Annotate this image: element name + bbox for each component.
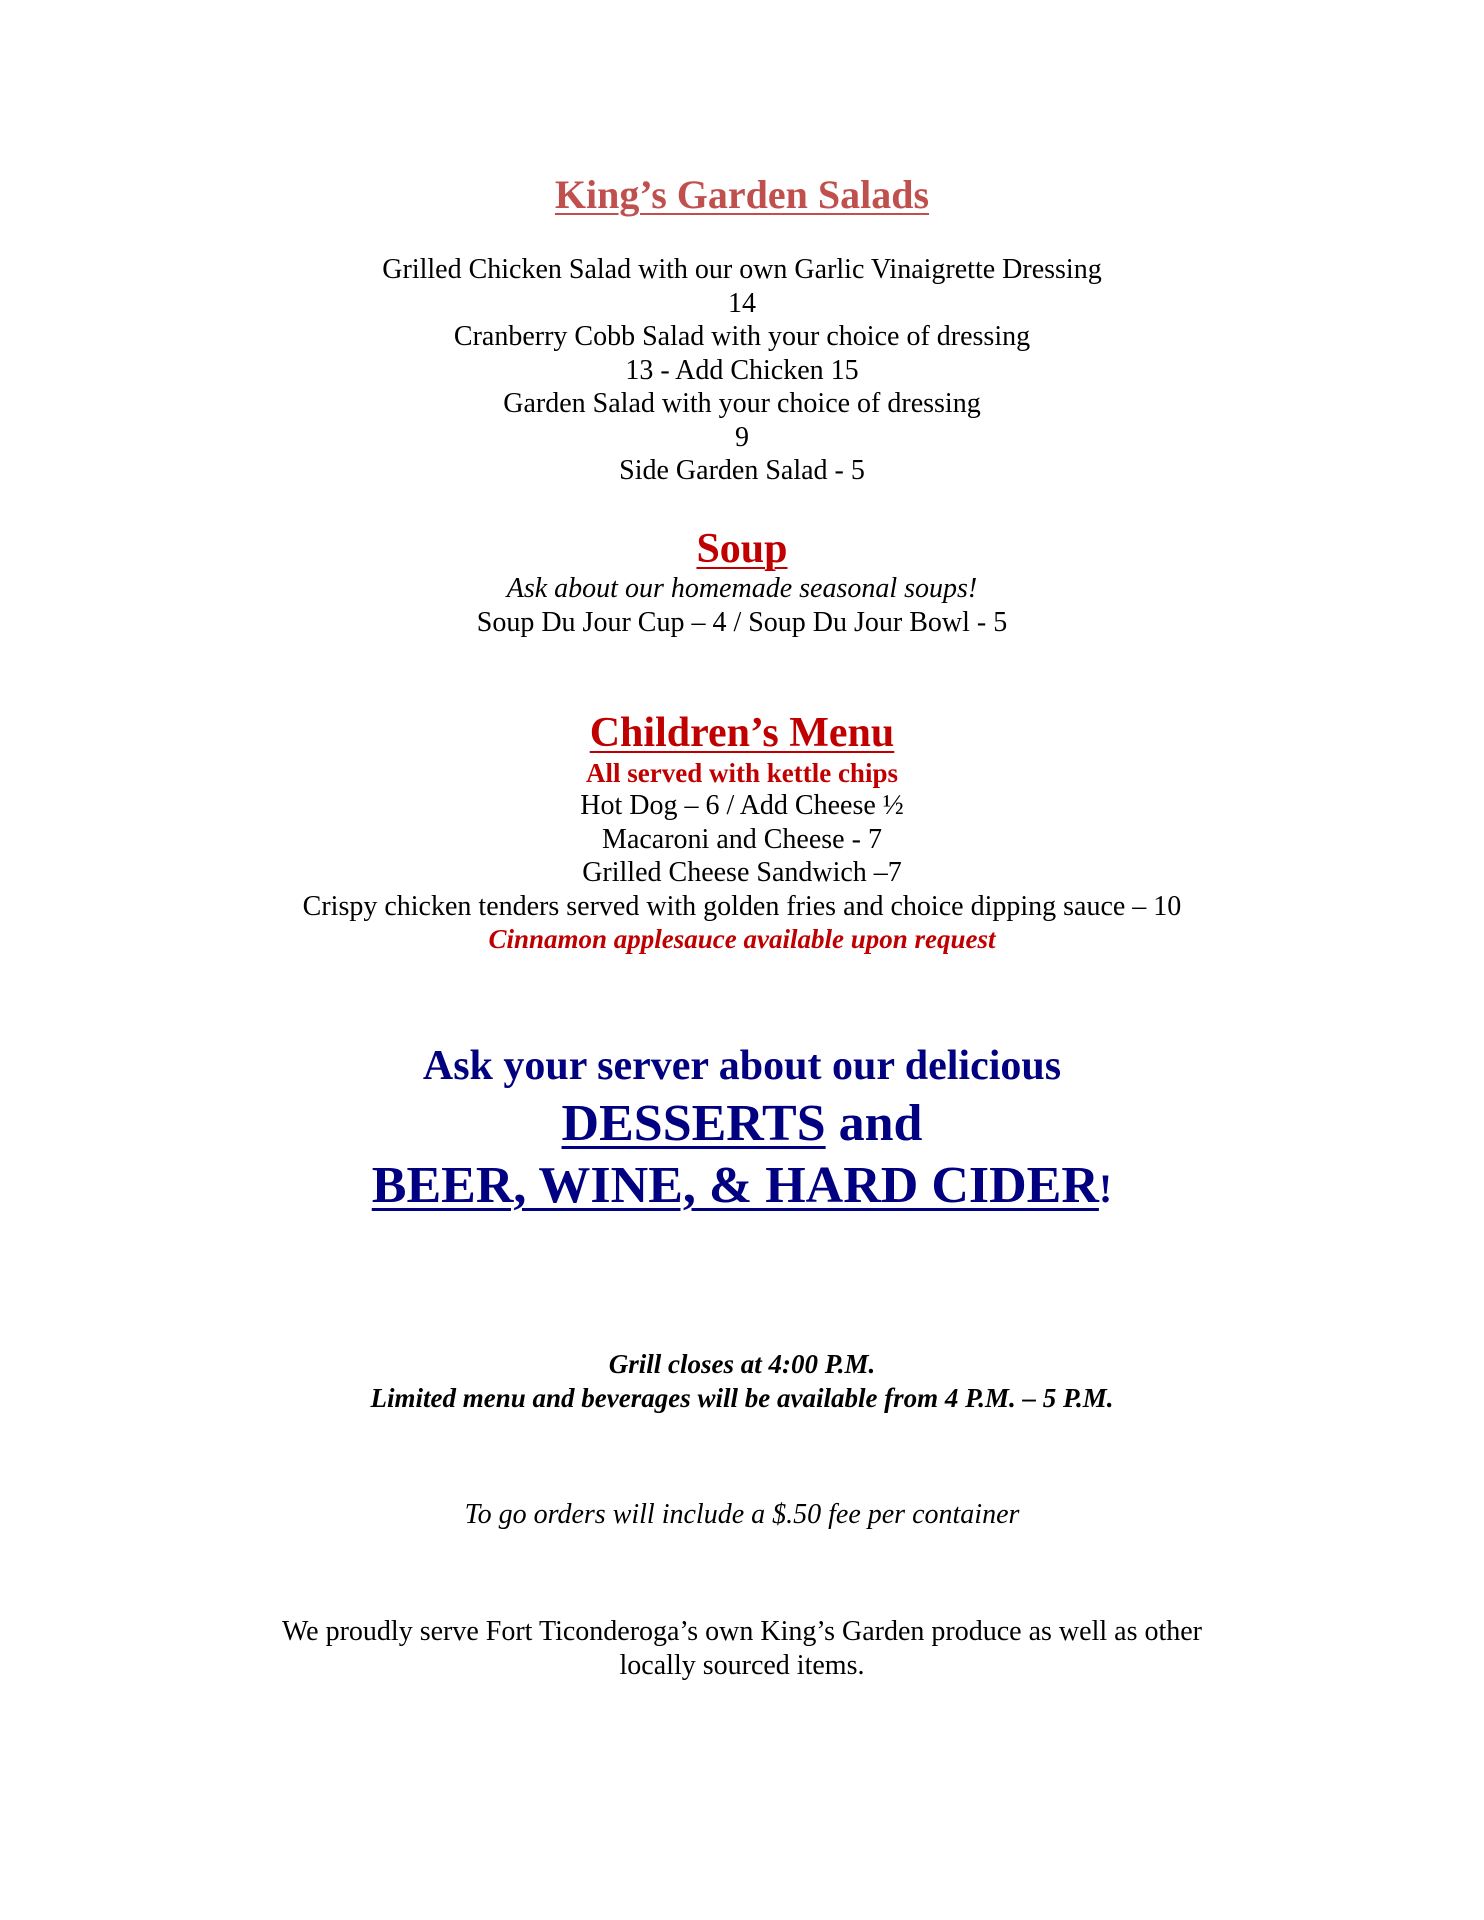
children-item-mac-cheese: Macaroni and Cheese - 7 [602,824,882,855]
promo-desserts: DESSERTS [561,1095,826,1152]
promo-beverages: BEER, WINE, & HARD CIDER [371,1157,1099,1214]
soup-heading: Soup [696,526,788,572]
children-item-chicken-tenders: Crispy chicken tenders served with golden fries and choice dipping sauce – 10 [302,891,1182,922]
soup-note: Ask about our homemade seasonal soups! [506,573,978,604]
soup-prices: Soup Du Jour Cup – 4 / Soup Du Jour Bowl - 5 [476,607,1008,638]
promo-beverages-line [0,1157,1484,1214]
promo-line: Ask your server about our delicious [422,1043,1062,1089]
promo-desserts-line [0,1095,1484,1152]
promo-and: and [825,1095,923,1152]
promo-exclaim: ! [1098,1166,1113,1211]
salads-heading: King’s Garden Salads [554,172,930,217]
children-subheading: All served with kettle chips [586,758,898,788]
salad-price-grilled-chicken: 14 [728,288,756,319]
footer-line-1: We proudly serve Fort Ticonderoga’s own King’s Garden produce as well as other [281,1616,1202,1647]
togo-fee-note: To go orders will include a $.50 fee per container [464,1499,1020,1530]
salad-price-garden: 9 [735,422,749,453]
salad-item-cranberry-cobb: Cranberry Cobb Salad with your choice of dressing [453,321,1031,352]
children-item-grilled-cheese: Grilled Cheese Sandwich –7 [582,857,902,888]
salad-item-grilled-chicken: Grilled Chicken Salad with our own Garlic Vinaigrette Dressing [382,254,1102,285]
children-item-hot-dog: Hot Dog – 6 / Add Cheese ½ [580,790,904,821]
salad-price-cranberry-cobb: 13 - Add Chicken 15 [625,355,859,386]
children-heading: Children’s Menu [589,710,895,756]
children-note: Cinnamon applesauce available upon request [488,924,996,954]
hours-grill-closes: Grill closes at 4:00 P.M. [608,1349,876,1379]
salad-item-side-garden: Side Garden Salad - 5 [619,455,865,486]
footer-line-2: locally sourced items. [619,1650,865,1681]
hours-limited-menu: Limited menu and beverages will be available from 4 P.M. – 5 P.M. [370,1383,1114,1413]
salad-item-garden: Garden Salad with your choice of dressing [503,388,981,419]
